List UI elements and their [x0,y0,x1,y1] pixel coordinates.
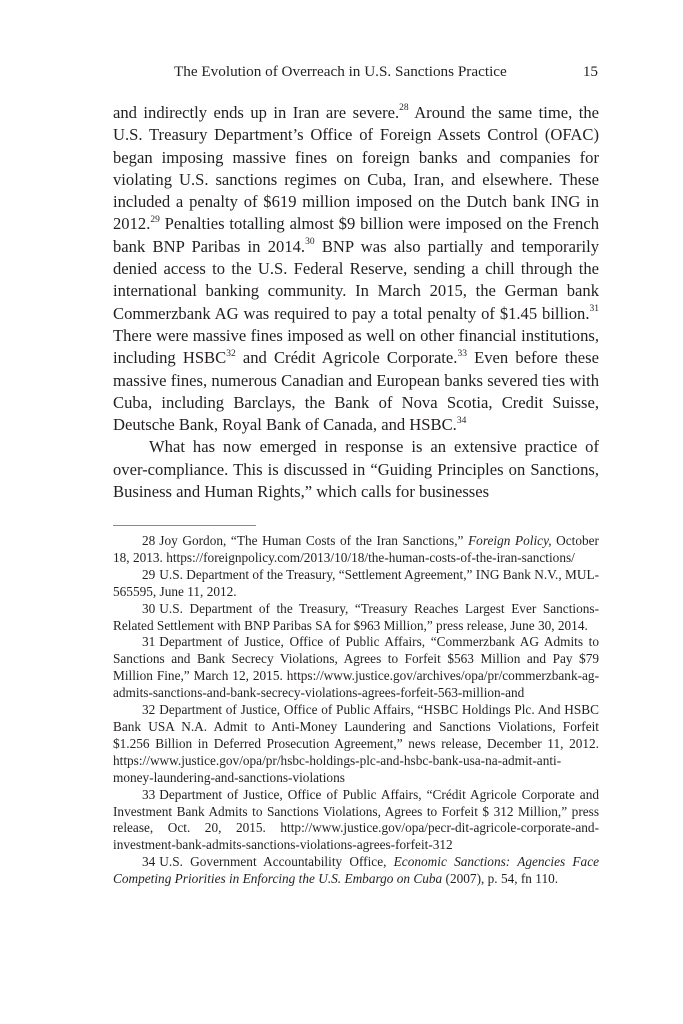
footnotes [113,533,599,888]
footnote-number: 34 [142,854,156,870]
running-header [113,62,599,82]
text-run: U.S. Department of the Treasury, “Treasury Reaches Largest Ever Sanctions-Related Settlement with BNP Paribas SA for $963 Million,” press release, June 30, 2014. [113,600,599,633]
footnote-number: 32 [142,702,156,718]
text-run: Department of Justice, Office of Public Affairs, “Commerzbank AG Admits to Sanctions and Bank Secrecy Violations, Agrees to Forfeit $563 Million and Pay $79 Million Fine,” March 12, 2015. https://www.justice.gov/archives/opa/pr/commerzbank-ag-admits-sanctions-and-bank-secrecy-violations-agrees-forfeit-563-million-and [113,634,599,701]
footnote-29 [113,567,599,601]
footnote-30 [113,601,599,635]
body-paragraph [113,102,599,436]
footnote-number: 30 [142,600,156,616]
footnote-reference[interactable]: 31 [589,304,599,315]
footnote-number: 33 [142,786,156,802]
text-run: There were massive fines imposed as well on other financial institutions, including HSBC [113,325,599,368]
text-run: Department of Justice, Office of Public Affairs, “Crédit Agricole Corporate and Investment Bank Admits to Sanctions Violations, Agrees to Forfeit $ 312 Million,” press release, Oct. 20, 2015. http://www.justice.gov/opa/pecr-dit-agricole-corporate-and-investment-bank-admits-sanctions-violations-agrees-forfeit-312 [113,786,599,853]
italic-title: Economic Sanctions: Agencies Face Competing Priorities in Enforcing the U.S. Embargo on Cuba [113,854,599,887]
text-run: What has now emerged in response is an extensive practice of over-compliance. This is discussed in “Guiding Principles on Sanctions, Business and Human Rights,” which calls for businesses [113,437,599,502]
footnote-separator-rule [113,525,256,526]
text-run: Joy Gordon, “The Human Costs of the Iran Sanctions,” [159,533,469,548]
text-run: October 18, 2013. https://foreignpolicy.com/2013/10/18/the-human-costs-of-the-iran-sanctions/ [113,533,599,565]
text-run: Even before these massive fines, numerous Canadian and European banks severed ties with Cuba, including Barclays, the Bank of Nova Scotia, Credit Suisse, Deutsche Bank, Royal Bank of Canada, and HSBC. [113,348,599,435]
footnote-32 [113,702,599,787]
footnote-34 [113,854,599,888]
running-title: The Evolution of Overreach in U.S. Sanctions Practice [174,63,507,80]
text-run: and Crédit Agricole Corporate. [235,348,458,368]
footnote-reference[interactable]: 28 [399,103,409,114]
footnote-31 [113,634,599,702]
footnote-reference[interactable]: 29 [150,214,160,225]
text-run: Penalties totalling almost $9 billion were imposed on the French bank BNP Paribas in 2014. [113,214,599,256]
footnote-reference[interactable]: 30 [305,237,315,248]
body-text [113,102,599,503]
text-run: Department of Justice, Office of Public Affairs, “HSBC Holdings Plc. And HSBC Bank USA N.A. Admit to Anti-Money Laundering and Sanctions Violations, Forfeit $1.256 Billion in Deferred Prosecution Agreement,” news release, December 11, 2012. https://www.justice.gov/opa/pr/hsbc-holdings-plc-and-hsbc-bank-usa-na-admit-anti-money-laundering-and-sanctions-violations [113,702,599,785]
footnote-28 [113,533,599,567]
text-run: and indirectly ends up in Iran are severe. [113,103,400,122]
footnote-number: 29 [142,566,156,582]
text-run: BNP was also partially and temporarily denied access to the U.S. Federal Reserve, sending a chill through the international banking community. In March 2015, the German bank Commerzbank AG was required to pay a total penalty of $1.45 billion. [113,236,599,323]
text-run: U.S. Government Accountability Office, [159,854,394,870]
page-number: 15 [582,63,598,80]
text-run: Around the same time, the U.S. Treasury Department’s Office of Foreign Assets Control (OFAC) began imposing massive fines on foreign banks and companies for violating U.S. sanctions regimes on Cuba, Iran, and elsewhere. These included a penalty of $619 million imposed on the Dutch bank ING in 2012. [113,103,599,234]
footnote-reference[interactable]: 32 [226,348,236,359]
body-paragraph [113,436,599,503]
italic-title: Foreign Policy, [468,533,552,548]
text-run: (2007), p. 54, fn 110. [442,871,559,887]
footnote-number: 31 [142,634,156,650]
text-run: U.S. Department of the Treasury, “Settlement Agreement,” ING Bank N.V., MUL-565595, June 11, 2012. [113,566,599,599]
footnote-reference[interactable]: 33 [457,348,467,359]
footnote-reference[interactable]: 34 [456,415,467,426]
footnote-33 [113,787,599,855]
footnote-number: 28 [142,533,156,548]
